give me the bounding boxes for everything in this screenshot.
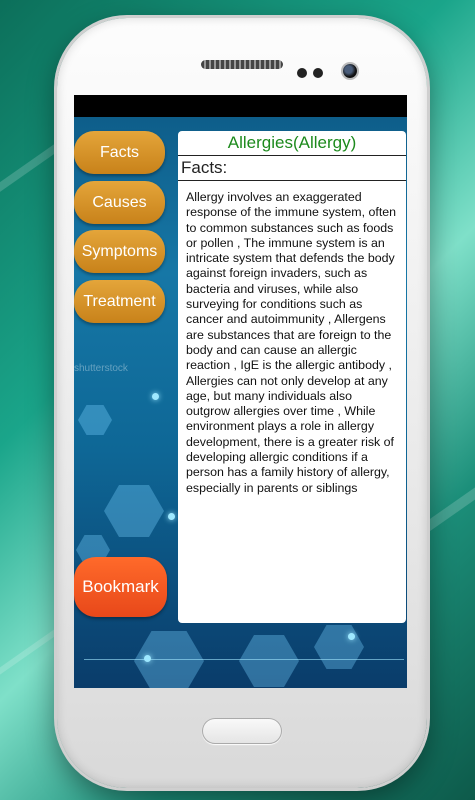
glow-dot (168, 513, 175, 520)
camera-icon (343, 64, 357, 78)
speaker-grille-icon (201, 60, 283, 69)
home-button-icon[interactable] (202, 718, 282, 744)
glow-dot (152, 393, 159, 400)
sensor-icon (297, 68, 307, 78)
page-title: Allergies(Allergy) (178, 131, 406, 156)
hexagon-decoration (314, 625, 364, 669)
watermark: shutterstock (74, 363, 128, 374)
nav-symptoms-button[interactable]: Symptoms (74, 230, 165, 273)
app-screen (74, 95, 407, 688)
decorative-line (84, 659, 404, 660)
glow-dot (348, 633, 355, 640)
hexagon-decoration (78, 405, 112, 435)
hexagon-decoration (104, 485, 164, 537)
nav-facts-button[interactable]: Facts (74, 131, 165, 174)
status-bar (74, 95, 407, 117)
section-label: Facts: (178, 156, 406, 181)
content-body-text: Allergy involves an exaggerated response of the immune system, often to common substances such as foods or pollen , The immune system is an intricate system that defends the body against foreign invaders, such as bacteria and viruses, while also surveying for conditions such as cancer and autoimmunity , Allergens are substances that are foreign to the body and can cause an allergic reaction , IgE is the allergic antibody , Allergies can not only develop at any age, but many individuals also outgrow allergies over time , While environment plays a role in allergy development, there is a greater risk of developing allergic conditions if a person has a family history of allergy, especially in parents or siblings (186, 190, 397, 495)
nav-causes-button[interactable]: Causes (74, 181, 165, 224)
nav-treatment-button[interactable]: Treatment (74, 280, 165, 323)
bookmark-button[interactable]: Bookmark (74, 557, 167, 617)
sensor-icon (313, 68, 323, 78)
hexagon-decoration (239, 635, 299, 687)
content-panel (178, 131, 406, 623)
